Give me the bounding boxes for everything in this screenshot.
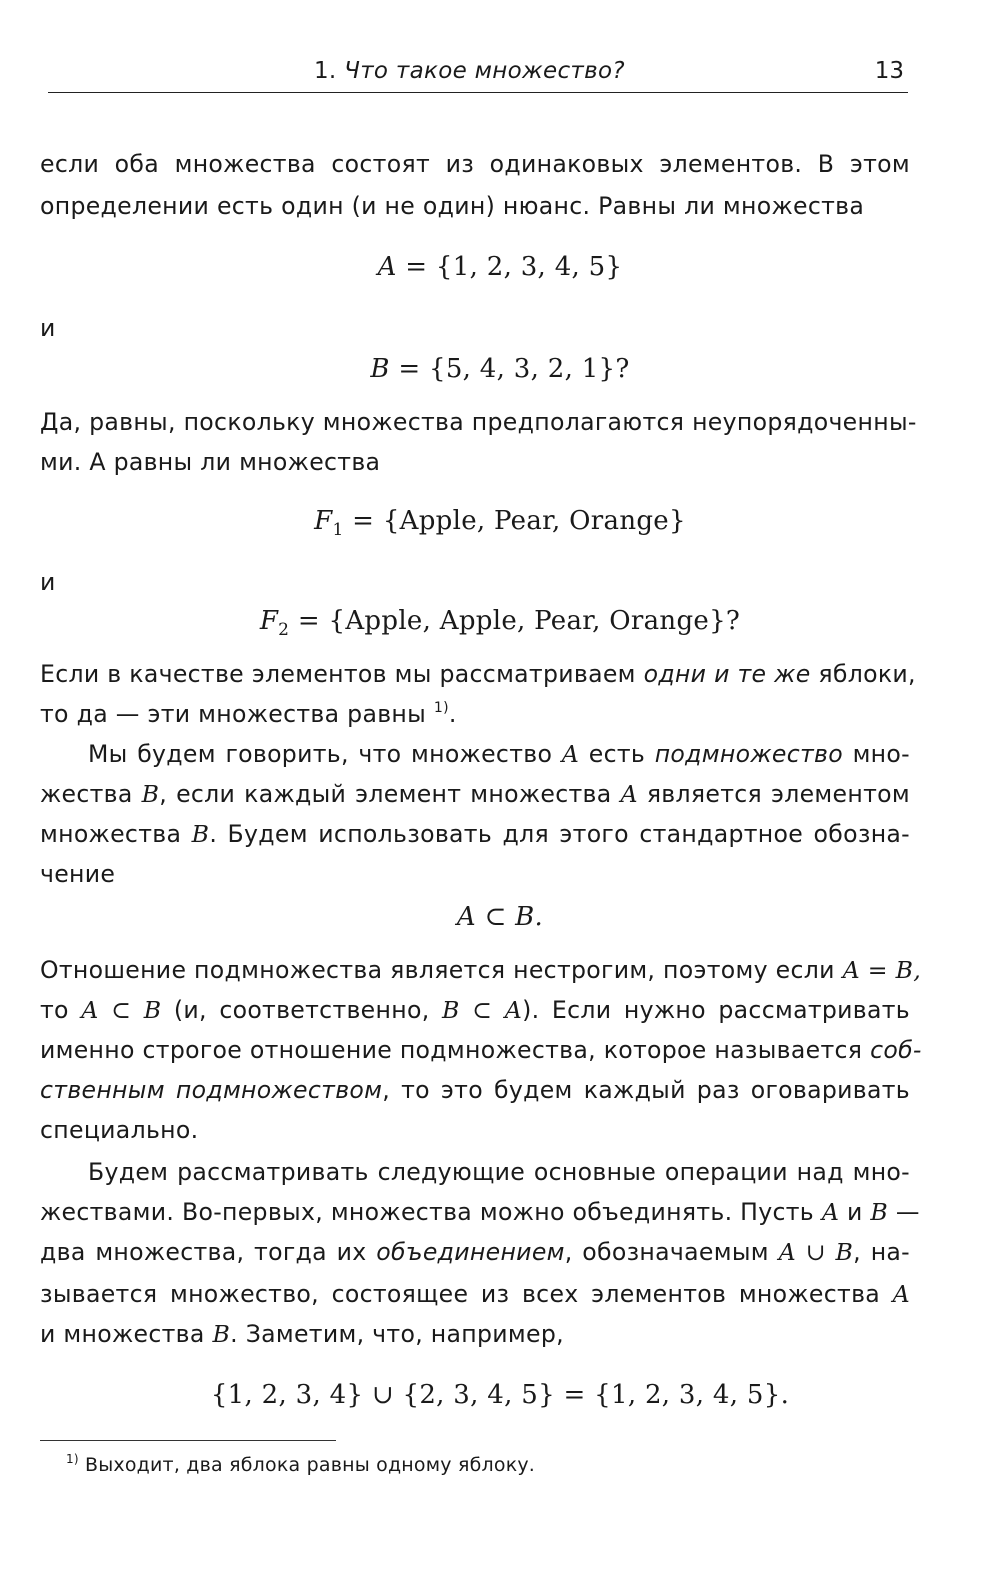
formula-set-b: B = {5, 4, 3, 2, 1}?	[370, 354, 630, 384]
formula-set-f1: $F_1$ = {Apple, Pear, Orange}	[314, 506, 686, 541]
text-line: специально.	[40, 1116, 199, 1144]
formula-set-a: A = {1, 2, 3, 4, 5}	[377, 252, 623, 282]
text-line: чение	[40, 860, 116, 888]
footnote-marker: 1)	[66, 1452, 79, 1466]
text-line: если оба множества состоят из одинаковых элементов. В этом	[40, 150, 910, 178]
footnote-ref[interactable]: 1)	[433, 700, 449, 716]
text-line: ственным подмножеством, то это будем каждый раз оговаривать	[40, 1076, 910, 1104]
text-line: два множества, тогда их объединением, обозначаемым A ∪ B, на-	[40, 1238, 910, 1266]
formula-subset: A ⊂ B.	[456, 902, 544, 932]
text-line: и	[40, 314, 56, 342]
text-line: ми. А равны ли множества	[40, 448, 381, 476]
text-line: Будем рассматривать следующие основные операции над мно-	[88, 1158, 910, 1186]
text-line: множества B. Будем использовать для этого стандартное обозна-	[40, 820, 910, 848]
text-line: и множества B. Заметим, что, например,	[40, 1320, 564, 1348]
text-line: Мы будем говорить, что множество A есть подмножество мно-	[88, 740, 910, 768]
running-header	[48, 52, 908, 93]
text-line: то да — эти множества равны $^{1)}$.	[40, 700, 457, 728]
formula-set-f2: $F_2$ = {Apple, Apple, Pear, Orange}?	[259, 606, 741, 641]
text-line: определении есть один (и не один) нюанс. Равны ли множества	[40, 192, 865, 220]
footnote-divider	[40, 1440, 336, 1441]
page-number: 13	[874, 58, 904, 84]
text-line: Если в качестве элементов мы рассматриваем одни и те же яблоки,	[40, 660, 916, 688]
text-line: и	[40, 568, 56, 596]
section-title: 1. Что такое множество?	[314, 58, 625, 84]
text-line: Отношение подмножества является нестрогим, поэтому если A = B,	[40, 956, 922, 984]
text-line: то A ⊂ B (и, соответственно, B ⊂ A). Если нужно рассматривать	[40, 996, 910, 1024]
text-line: Да, равны, поскольку множества предполагаются неупорядоченны-	[40, 408, 917, 436]
text-line: именно строгое отношение подмножества, которое называется соб-	[40, 1036, 922, 1064]
formula-union: {1, 2, 3, 4} ∪ {2, 3, 4, 5} = {1, 2, 3, 4, 5}.	[210, 1380, 790, 1410]
text-line: жества B, если каждый элемент множества A является элементом	[40, 780, 910, 808]
text-line: жествами. Во-первых, множества можно объединять. Пусть A и B —	[40, 1198, 920, 1226]
footnote: $^{1)}$ Выходит, два яблока равны одному яблоку.	[66, 1452, 536, 1476]
text-line: зывается множество, состоящее из всех элементов множества A	[40, 1280, 910, 1308]
